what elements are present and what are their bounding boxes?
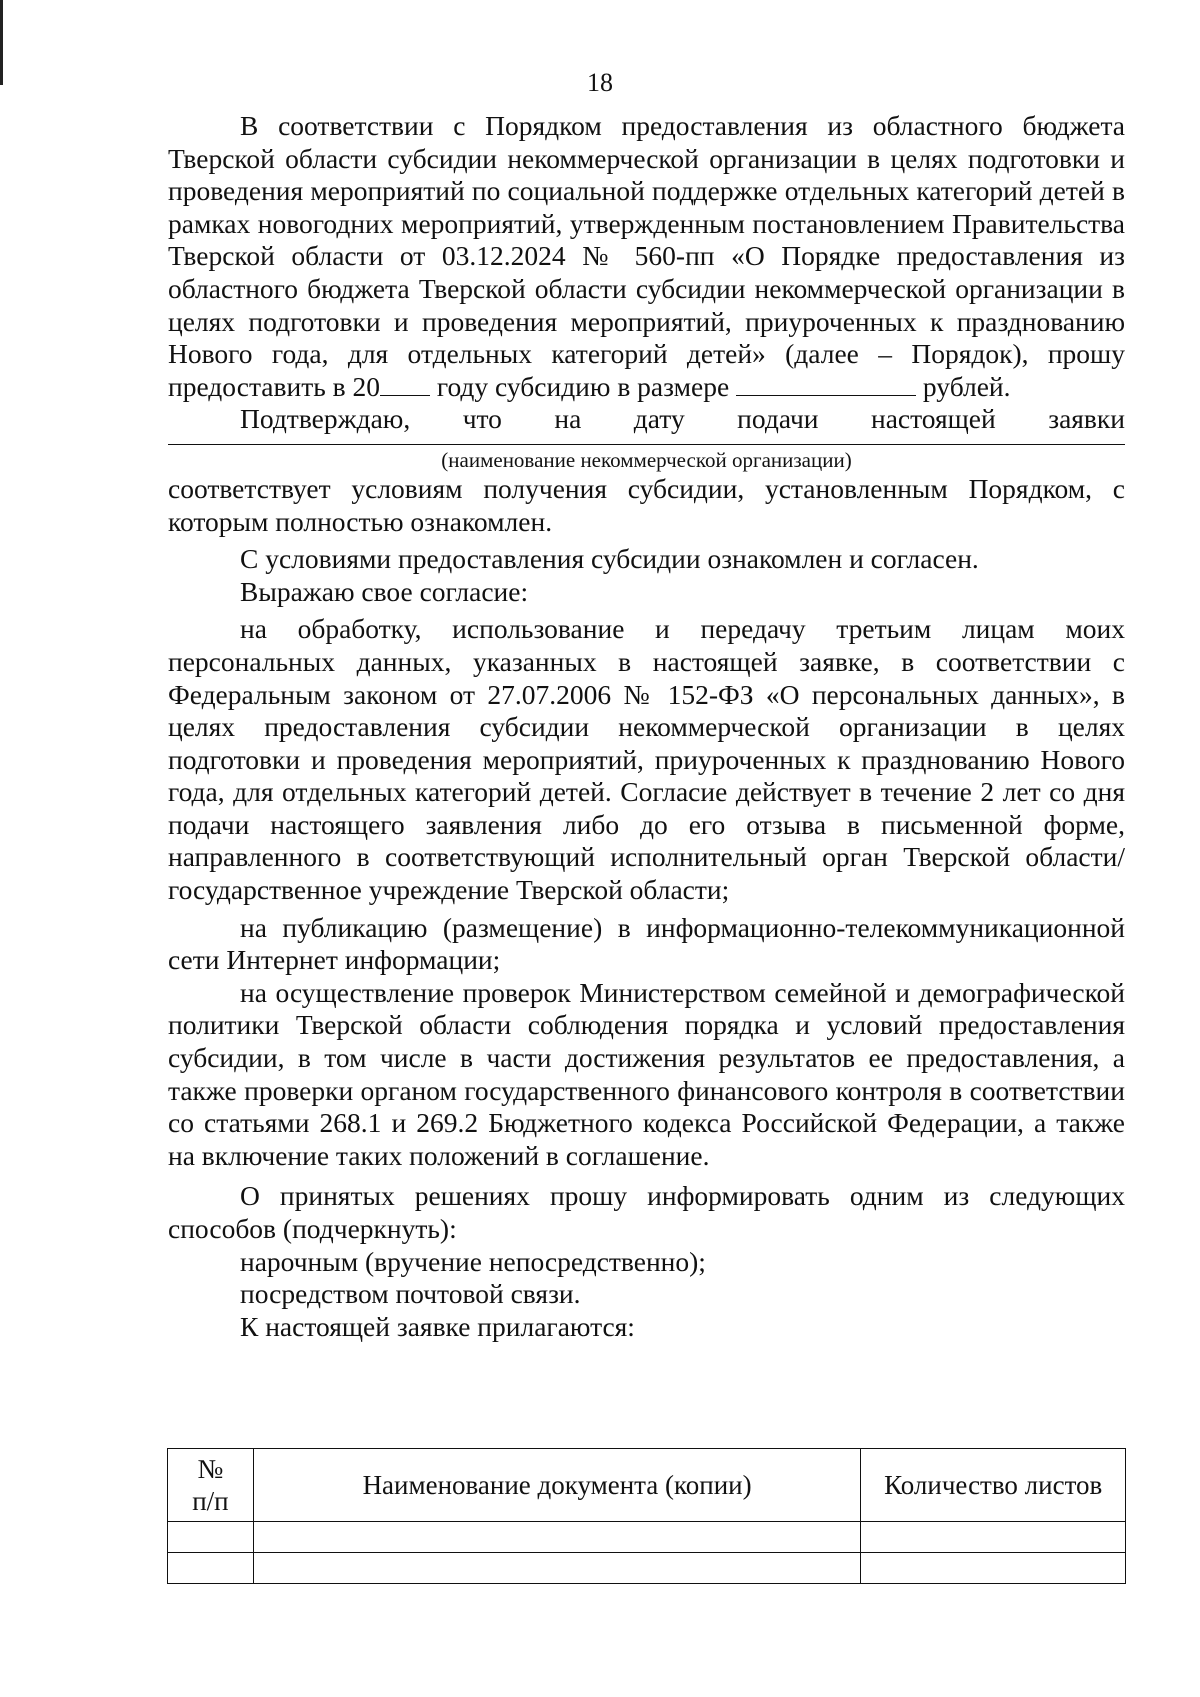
compliance-paragraph: соответствует условиям получения субсидии, установленным Порядком, с которым полностью ознакомлен.	[168, 472, 1125, 537]
header-sheet-count: Количество листов	[861, 1449, 1126, 1522]
document-body	[168, 110, 1125, 1343]
attachments-lead: К настоящей заявке прилагаются:	[240, 1310, 635, 1342]
amount-blank[interactable]	[736, 371, 916, 396]
header-number: № п/п	[168, 1449, 254, 1522]
consent-lead: Выражаю свое согласие:	[240, 575, 529, 607]
request-text-2: году субсидию в размере	[430, 370, 737, 402]
year-blank[interactable]	[380, 371, 430, 396]
cell-sheet-count[interactable]	[861, 1522, 1126, 1553]
request-paragraph	[168, 110, 1125, 403]
cell-document-name[interactable]	[253, 1553, 861, 1584]
attachments-table-header	[168, 1449, 1126, 1522]
organization-name-caption: (наименование некоммерческой организации)	[441, 447, 852, 472]
table-row	[168, 1553, 1126, 1584]
consent-inspections: на осуществление проверок Министерством семейной и демографической политики Тверской области соблюдения порядка и условий предоставления субсидии, в том числе в части достижения результатов ее предоставления, а также проверки органом государственного финансового контроля в соответствии со статьями 268.1 и 269.2 Бюджетного кодекса Российской Федерации, а также на включение таких положений в соглашение.	[168, 976, 1125, 1171]
conditions-paragraph: С условиями предоставления субсидии ознакомлен и согласен.	[240, 543, 979, 575]
attachments-table	[167, 1448, 1126, 1584]
header-document-name: Наименование документа (копии)	[253, 1449, 861, 1522]
consent-personal-data: на обработку, использование и передачу третьим лицам моих персональных данных, указанных в настоящей заявке, в соответствии с Федеральным законом от 27.07.2006 № 152-ФЗ «О персональных данных», в целях предоставления субсидии некоммерческой организации в целях подготовки и проведения мероприятий, приуроченных к празднованию Нового года, для отдельных категорий детей. Согласие действует в течение 2 лет со дня подачи настоящего заявления либо до его отзыва в письменной форме, направленного в соответствующий исполнительный орган Тверской области/государственное учреждение Тверской области;	[168, 613, 1125, 906]
cell-number[interactable]	[168, 1522, 254, 1553]
consent-publication: на публикацию (размещение) в информационно-телекоммуникационной сети Интернет информации;	[168, 911, 1125, 976]
request-text-1: В соответствии с Порядком предоставления из областного бюджета Тверской области субсидии некоммерческой организации в целях подготовки и проведения мероприятий по социальной поддержке отдельных категорий детей в рамках новогодних мероприятий, утвержденным постановлением Правительства Тверской области от 03.12.2024 № 560-пп «О Порядке предоставления из областного бюджета Тверской области субсидии некоммерческой организации в целях подготовки и проведения мероприятий, приуроченных к празднованию Нового года, для отдельных категорий детей» (далее – Порядок), прошу предоставить в 20	[168, 110, 1125, 402]
request-text-3: рублей.	[916, 370, 1011, 402]
inform-option-post: посредством почтовой связи.	[240, 1278, 581, 1310]
cell-sheet-count[interactable]	[861, 1553, 1126, 1584]
inform-lead: О принятых решениях прошу информировать одним из следующих способов (подчеркнуть):	[168, 1180, 1125, 1244]
inform-option-hand-delivery: нарочным (вручение непосредственно);	[240, 1245, 706, 1277]
cell-number[interactable]	[168, 1553, 254, 1584]
page-number: 18	[587, 68, 613, 97]
cell-document-name[interactable]	[253, 1522, 861, 1553]
confirm-lead: Подтверждаю, что на дату подачи настоящей заявки	[240, 403, 1125, 435]
table-row	[168, 1522, 1126, 1553]
organization-name-line[interactable]	[168, 444, 1125, 445]
